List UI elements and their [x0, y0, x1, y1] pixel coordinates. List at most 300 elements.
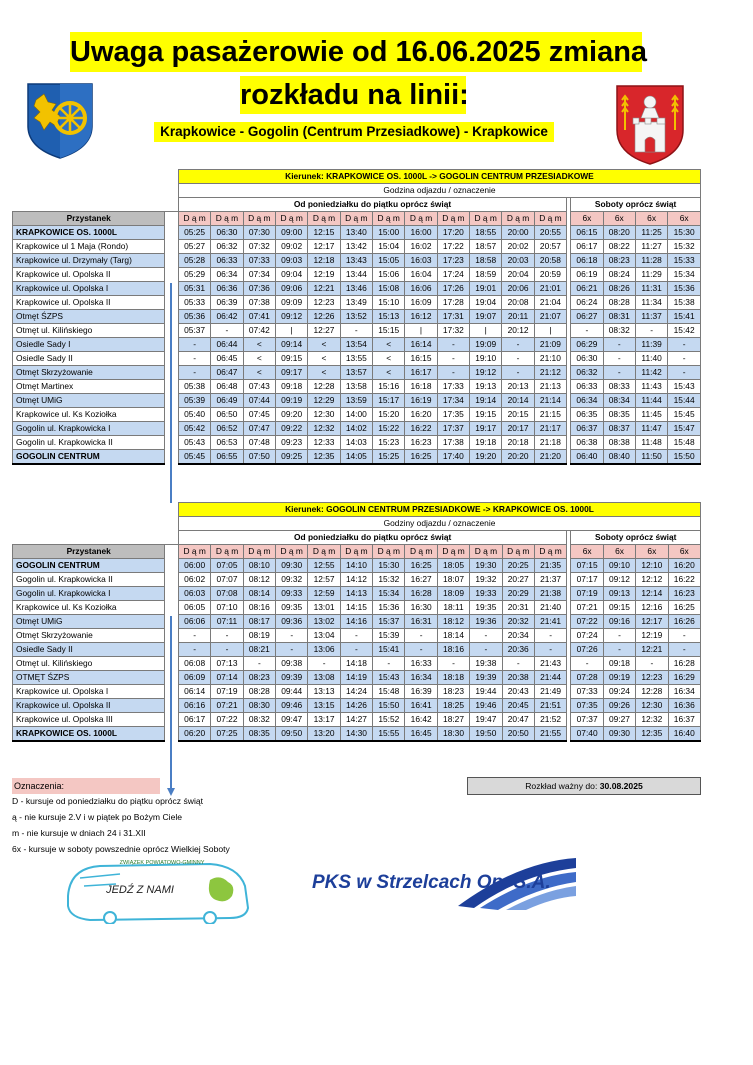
departure-time: 15:30 [668, 226, 701, 240]
departure-time: 08:30 [243, 699, 275, 713]
arrow-cell [165, 559, 179, 573]
departure-time: 18:09 [437, 587, 469, 601]
departure-time: - [211, 629, 243, 643]
course-code: D ą m [405, 545, 437, 559]
stop-name: Krapkowice ul. Ks Koziołka [13, 601, 165, 615]
departure-time: - [502, 366, 534, 380]
departure-time: 09:10 [603, 559, 635, 573]
departure-time: 12:16 [636, 601, 668, 615]
course-code: D ą m [211, 212, 243, 226]
course-code: D ą m [340, 545, 372, 559]
departure-time: 16:20 [405, 408, 437, 422]
departure-time: 09:44 [276, 685, 308, 699]
departure-time: 21:43 [534, 657, 566, 671]
departure-time: 15:50 [373, 699, 405, 713]
departure-time: 11:27 [635, 240, 667, 254]
arrow-cell [165, 601, 179, 615]
bus-arc-text: ZWIĄZEK POWIATOWO-GMINNY [119, 860, 205, 866]
departure-time: 06:05 [178, 601, 210, 615]
departure-time: 06:02 [178, 573, 210, 587]
departure-time: 20:55 [534, 226, 566, 240]
departure-time: 16:34 [405, 671, 437, 685]
course-code: D ą m [243, 212, 275, 226]
departure-time: 20:34 [502, 629, 534, 643]
table-row [13, 352, 701, 366]
departure-time: 06:21 [571, 282, 603, 296]
departure-time: 11:47 [635, 422, 667, 436]
departure-time: 16:12 [405, 310, 437, 324]
departure-time: < [373, 352, 405, 366]
departure-time: 09:15 [603, 601, 635, 615]
departure-time: 20:08 [502, 296, 534, 310]
departure-time: 17:40 [437, 450, 469, 465]
course-code: D ą m [534, 545, 566, 559]
departure-time: 07:36 [243, 282, 275, 296]
legend-line: 6x - kursuje w soboty powszednie oprócz Wielkiej Soboty [12, 844, 230, 854]
departure-time: 13:44 [340, 268, 372, 282]
departure-time: 08:21 [243, 643, 275, 657]
departure-time: 19:18 [470, 436, 502, 450]
course-code: D ą m [276, 545, 308, 559]
departure-time: 08:24 [603, 268, 635, 282]
departure-time: 05:37 [178, 324, 210, 338]
departure-time: 19:44 [470, 685, 502, 699]
departure-time: 17:28 [437, 296, 469, 310]
departure-time: 05:25 [178, 226, 210, 240]
departure-time: 06:55 [211, 450, 243, 465]
table-row [13, 226, 701, 240]
departure-time: 08:32 [243, 713, 275, 727]
departure-time: 11:28 [635, 254, 667, 268]
departure-time: 16:29 [668, 671, 700, 685]
departure-time: - [178, 352, 210, 366]
departure-time: 14:16 [340, 615, 372, 629]
course-code: D ą m [437, 212, 469, 226]
departure-time: 15:16 [373, 380, 405, 394]
stop-name: Krapkowice ul. Opolska II [13, 699, 165, 713]
departure-time: 07:22 [571, 615, 603, 629]
departure-time: 21:09 [534, 338, 566, 352]
departure-time: 16:18 [405, 380, 437, 394]
departure-time: 16:22 [668, 573, 700, 587]
departure-time: - [340, 643, 372, 657]
departure-time: 20:11 [502, 310, 534, 324]
course-code: 6x [668, 212, 701, 226]
departure-time: 15:04 [373, 240, 405, 254]
title-line-1: Uwaga pasażerowie od 16.06.2025 zmiana [70, 32, 642, 72]
departure-time: 06:49 [211, 394, 243, 408]
departure-time: 06:33 [571, 380, 603, 394]
table-row [13, 657, 701, 671]
table-row [13, 282, 701, 296]
stop-name: Gogolin ul. Krapkowicka II [13, 573, 165, 587]
course-code: 6x [636, 545, 668, 559]
departure-time: 19:38 [470, 657, 502, 671]
departure-time: 12:21 [636, 643, 668, 657]
stop-name: Krapkowice ul. Opolska I [13, 282, 165, 296]
departure-time: 18:59 [470, 268, 502, 282]
departure-time: 21:12 [534, 366, 566, 380]
departure-time: 17:24 [437, 268, 469, 282]
departure-time: 11:44 [635, 394, 667, 408]
departure-time: 11:40 [635, 352, 667, 366]
departure-time: 20:50 [502, 727, 534, 742]
departure-time: 12:33 [308, 436, 340, 450]
departure-time: 15:05 [373, 254, 405, 268]
departure-time: 17:20 [437, 226, 469, 240]
departure-time: - [308, 657, 340, 671]
course-code: D ą m [373, 545, 405, 559]
departure-time: 13:40 [340, 226, 372, 240]
departure-time: 07:15 [571, 559, 603, 573]
departure-time: 19:04 [470, 296, 502, 310]
departure-time: 09:20 [275, 408, 307, 422]
departure-time: 07:26 [571, 643, 603, 657]
stop-name: Osiedle Sady I [13, 338, 165, 352]
departure-time: 11:37 [635, 310, 667, 324]
departure-time: 12:19 [308, 268, 340, 282]
direction-arrow [170, 283, 172, 512]
departure-time: 19:17 [470, 422, 502, 436]
departure-time: 19:50 [470, 727, 502, 742]
stop-name: Osiedle Sady II [13, 352, 165, 366]
route-title: Krapkowice - Gogolin (Centrum Przesiadkowe) - Krapkowice [154, 122, 554, 142]
departure-time: 07:08 [211, 587, 243, 601]
departure-time: 09:12 [603, 573, 635, 587]
departure-time: 06:47 [211, 366, 243, 380]
departure-time: | [405, 324, 437, 338]
departure-time: 07:19 [211, 685, 243, 699]
departure-time: 17:32 [437, 324, 469, 338]
departure-time: 11:43 [635, 380, 667, 394]
departure-time: 06:34 [211, 268, 243, 282]
departure-time: 16:22 [405, 422, 437, 436]
departure-time: - [502, 657, 534, 671]
departure-time: 06:00 [178, 559, 210, 573]
departure-time: 06:29 [571, 338, 603, 352]
departure-time: 06:17 [178, 713, 210, 727]
departure-time: 16:23 [668, 587, 700, 601]
departure-time: 09:30 [603, 727, 635, 742]
departure-time: 11:42 [635, 366, 667, 380]
departure-time: 09:36 [276, 615, 308, 629]
departure-time: 16:14 [405, 338, 437, 352]
departure-time: 15:52 [373, 713, 405, 727]
bus-logo-icon [60, 856, 260, 924]
departure-time: 09:09 [275, 296, 307, 310]
departure-time: 06:48 [211, 380, 243, 394]
departure-time: 15:47 [668, 422, 701, 436]
departure-time: 16:27 [405, 573, 437, 587]
opole-county-crest-icon [26, 82, 94, 160]
course-code: D ą m [178, 212, 210, 226]
departure-time: 21:49 [534, 685, 566, 699]
departure-time: 09:17 [275, 366, 307, 380]
departure-time: 06:14 [178, 685, 210, 699]
departure-time: 21:10 [534, 352, 566, 366]
departure-time: 19:47 [470, 713, 502, 727]
departure-time: 08:37 [603, 422, 635, 436]
departure-time: 09:39 [276, 671, 308, 685]
bus-slogan: JEDŹ Z NAMI [106, 884, 174, 896]
departure-time: 09:13 [603, 587, 635, 601]
departure-time: - [571, 657, 603, 671]
departure-time: 16:20 [668, 559, 700, 573]
departure-time: 07:05 [211, 559, 243, 573]
departure-time: 09:14 [275, 338, 307, 352]
departure-time: 19:46 [470, 699, 502, 713]
departure-time: 14:30 [340, 727, 372, 742]
departure-time: 14:03 [340, 436, 372, 450]
departure-time: - [243, 657, 275, 671]
departure-time: 17:37 [437, 422, 469, 436]
departure-time: 15:42 [668, 324, 701, 338]
departure-time: 16:42 [405, 713, 437, 727]
departure-time: 17:38 [437, 436, 469, 450]
departure-time: 11:34 [635, 296, 667, 310]
departure-time: 07:35 [571, 699, 603, 713]
departure-time: 20:14 [502, 394, 534, 408]
departure-time: 09:47 [276, 713, 308, 727]
departure-time: 13:08 [308, 671, 340, 685]
departure-time: 15:44 [668, 394, 701, 408]
departure-time: 16:00 [405, 226, 437, 240]
table-row [13, 366, 701, 380]
departure-subtitle: Godzina odjazdu / oznaczenie [178, 184, 700, 198]
departure-time: 08:14 [243, 587, 275, 601]
stop-name: Gogolin ul. Krapkowicka I [13, 422, 165, 436]
departure-time: 16:28 [668, 657, 700, 671]
departure-time: 08:33 [603, 380, 635, 394]
departure-time: 15:41 [373, 643, 405, 657]
departure-time: 07:42 [243, 324, 275, 338]
departure-time: 19:33 [470, 587, 502, 601]
table-row [13, 615, 701, 629]
departure-time: 14:26 [340, 699, 372, 713]
course-code: D ą m [243, 545, 275, 559]
departure-time: 21:18 [534, 436, 566, 450]
departure-time: - [635, 324, 667, 338]
departure-time: 12:59 [308, 587, 340, 601]
departure-time: - [340, 324, 372, 338]
departure-time: 18:55 [470, 226, 502, 240]
departure-time: 07:30 [243, 226, 275, 240]
departure-time: 12:27 [308, 324, 340, 338]
departure-time: - [340, 629, 372, 643]
departure-time: 15:41 [668, 310, 701, 324]
departure-time: 06:30 [211, 226, 243, 240]
departure-time: 09:18 [275, 380, 307, 394]
departure-time: 17:22 [437, 240, 469, 254]
departure-time: 18:07 [437, 573, 469, 587]
departure-time: 06:33 [211, 254, 243, 268]
course-code: 6x [603, 545, 635, 559]
departure-time: 13:46 [340, 282, 372, 296]
legend-line: D - kursuje od poniedziałku do piątku oprócz świąt [12, 796, 204, 806]
departure-time: 12:17 [308, 240, 340, 254]
pks-text: PKS w Strzelcach Op. S.A. [312, 872, 551, 893]
direction-header: Kierunek: KRAPKOWICE OS. 1000L -> GOGOLIN CENTRUM PRZESIADKOWE [178, 170, 700, 184]
departure-time: 07:32 [243, 240, 275, 254]
departure-time: 16:03 [405, 254, 437, 268]
departure-time: 13:52 [340, 310, 372, 324]
departure-time: 15:22 [373, 422, 405, 436]
departure-time: 06:06 [178, 615, 210, 629]
departure-time: 20:02 [502, 240, 534, 254]
departure-time: 20:25 [502, 559, 534, 573]
departure-time: 16:40 [668, 727, 700, 742]
stop-name: Otmęt ŚZPS [13, 310, 165, 324]
departure-time: 20:27 [502, 573, 534, 587]
departure-time: 08:40 [603, 450, 635, 465]
departure-time: 05:36 [178, 310, 210, 324]
departure-time: 19:15 [470, 408, 502, 422]
departure-time: 13:55 [340, 352, 372, 366]
departure-time: 12:21 [308, 282, 340, 296]
departure-time: 06:32 [571, 366, 603, 380]
departure-time: 09:30 [276, 559, 308, 573]
title-line-2: rozkładu na linii: [240, 76, 466, 114]
timetable-return [12, 502, 701, 742]
departure-time: 20:43 [502, 685, 534, 699]
legend-title: Oznaczenia: [12, 778, 160, 794]
departure-time: 06:35 [571, 408, 603, 422]
departure-time: 06:36 [211, 282, 243, 296]
departure-time: 15:34 [668, 268, 701, 282]
departure-time: 20:31 [502, 601, 534, 615]
stop-name: KRAPKOWICE OS. 1000L [13, 226, 165, 240]
departure-time: 09:04 [275, 268, 307, 282]
departure-time: 18:05 [437, 559, 469, 573]
arrow-cell [165, 240, 179, 254]
departure-time: 06:39 [211, 296, 243, 310]
departure-time: 16:41 [405, 699, 437, 713]
table-row [13, 573, 701, 587]
departure-time: 14:00 [340, 408, 372, 422]
departure-time: < [308, 338, 340, 352]
departure-time: 18:18 [437, 671, 469, 685]
departure-time: - [668, 366, 701, 380]
departure-time: 21:37 [534, 573, 566, 587]
departure-time: - [534, 629, 566, 643]
departure-time: 21:44 [534, 671, 566, 685]
departure-time: 06:15 [571, 226, 603, 240]
departure-time: 12:14 [636, 587, 668, 601]
departure-time: < [373, 338, 405, 352]
stop-name: OTMĘT ŚZPS [13, 671, 165, 685]
stop-name: Otmęt UMiG [13, 394, 165, 408]
departure-time: - [603, 352, 635, 366]
departure-time: 09:46 [276, 699, 308, 713]
departure-time: 15:37 [373, 615, 405, 629]
departure-time: 05:27 [178, 240, 210, 254]
krapkowice-crest-icon [615, 84, 685, 166]
departure-time: 08:16 [243, 601, 275, 615]
departure-time: 09:24 [603, 685, 635, 699]
departure-time: 21:51 [534, 699, 566, 713]
departure-time: 13:43 [340, 254, 372, 268]
departure-time: 19:13 [470, 380, 502, 394]
departure-time: - [603, 338, 635, 352]
departure-time: 08:28 [243, 685, 275, 699]
course-code: D ą m [308, 545, 340, 559]
departure-time: 07:25 [211, 727, 243, 742]
saturday-group-header: Soboty oprócz świąt [571, 198, 701, 212]
departure-time: - [437, 657, 469, 671]
departure-time: 21:01 [534, 282, 566, 296]
departure-time: 09:22 [275, 422, 307, 436]
departure-time: 06:30 [571, 352, 603, 366]
departure-time: 08:20 [603, 226, 635, 240]
stop-name: GOGOLIN CENTRUM [13, 559, 165, 573]
departure-time: 20:20 [502, 450, 534, 465]
departure-time: 17:26 [437, 282, 469, 296]
departure-time: 09:02 [275, 240, 307, 254]
course-code: D ą m [308, 212, 340, 226]
departure-time: 07:33 [571, 685, 603, 699]
departure-time: 16:25 [668, 601, 700, 615]
departure-time: - [603, 643, 635, 657]
stop-name: Otmęt ul. Kilińskiego [13, 657, 165, 671]
departure-time: 17:35 [437, 408, 469, 422]
departure-time: 08:10 [243, 559, 275, 573]
departure-time: 07:33 [243, 254, 275, 268]
departure-time: 15:50 [668, 450, 701, 465]
departure-time: 07:14 [211, 671, 243, 685]
departure-time: 21:14 [534, 394, 566, 408]
departure-time: 15:36 [373, 601, 405, 615]
course-code: D ą m [502, 545, 534, 559]
departure-time: 19:36 [470, 615, 502, 629]
table-row [13, 394, 701, 408]
departure-time: 15:48 [373, 685, 405, 699]
departure-time: 14:13 [340, 587, 372, 601]
departure-time: 15:36 [668, 282, 701, 296]
stop-name: Otmęt UMiG [13, 615, 165, 629]
departure-time: 09:12 [275, 310, 307, 324]
departure-time: 17:31 [437, 310, 469, 324]
departure-time: 11:48 [635, 436, 667, 450]
departure-time: 21:04 [534, 296, 566, 310]
stop-name: Otmęt Skrzyżowanie [13, 629, 165, 643]
departure-time: 12:10 [636, 559, 668, 573]
departure-time: 19:10 [470, 352, 502, 366]
departure-time: 16:04 [405, 268, 437, 282]
departure-time: 16:25 [405, 559, 437, 573]
departure-time: 15:08 [373, 282, 405, 296]
stop-name: Krapkowice ul. Drzymały (Targ) [13, 254, 165, 268]
course-code: 6x [571, 212, 603, 226]
course-code: 6x [571, 545, 603, 559]
table-row [13, 422, 701, 436]
departure-time: 15:48 [668, 436, 701, 450]
course-code: D ą m [340, 212, 372, 226]
table-row [13, 671, 701, 685]
table-row [13, 587, 701, 601]
departure-time: 07:37 [571, 713, 603, 727]
arrow-cell [165, 226, 179, 240]
departure-time: 14:10 [340, 559, 372, 573]
stop-column-header: Przystanek [13, 212, 165, 226]
departure-time: 09:16 [603, 615, 635, 629]
course-code: D ą m [470, 212, 502, 226]
departure-time: 07:47 [243, 422, 275, 436]
departure-time: 12:35 [308, 450, 340, 465]
departure-time: < [373, 366, 405, 380]
departure-time: 06:24 [571, 296, 603, 310]
departure-time: 18:23 [437, 685, 469, 699]
direction-header: Kierunek: GOGOLIN CENTRUM PRZESIADKOWE -> KRAPKOWICE OS. 1000L [178, 503, 700, 517]
